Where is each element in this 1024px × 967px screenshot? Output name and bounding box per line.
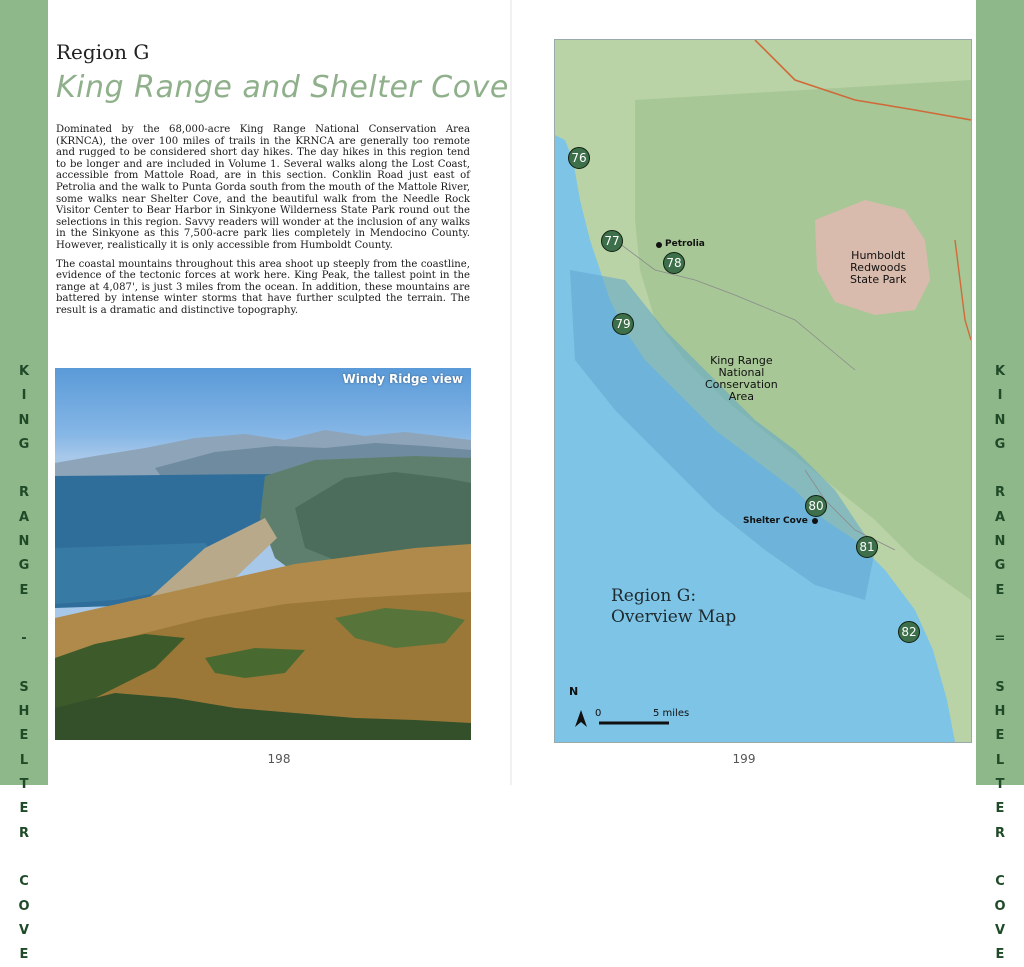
left-side-letter: S [19,679,29,695]
map-title-line2: Overview Map [611,607,737,627]
right-side-letter: L [995,752,1005,768]
map-title [611,586,736,628]
north-arrow-label: N [569,685,579,698]
left-side-letter: E [19,582,29,598]
left-side-letter: E [19,801,29,817]
left-side-band [0,0,48,963]
right-side-label [976,360,1024,967]
left-side-letter: A [18,509,30,525]
region-label: Region G [56,40,150,64]
left-side-letter: K [18,364,30,379]
left-side-label [0,360,48,967]
shelter-cove-dot [812,518,818,524]
petrolia-dot [656,242,662,248]
right-side-letter: K [994,364,1006,379]
shelter-cove-label: Shelter Cove [743,516,808,526]
right-side-letter: E [995,801,1005,817]
page-number-left: 198 [267,752,291,766]
left-side-letter: O [18,898,30,914]
right-side-letter: V [994,922,1006,938]
right-side-letter: A [994,509,1006,525]
hike-marker-81[interactable]: 81 [856,536,878,558]
hike-marker-80[interactable]: 80 [805,495,827,517]
left-side-letter: I [21,388,27,404]
overview-map [554,39,972,743]
left-side-letter: E [19,947,29,963]
left-side-letter: E [19,728,29,744]
right-side-letter: = [994,631,1006,647]
king-range-label-line1: King Range [710,354,773,367]
paragraph-1: Dominated by the 68,000-acre King Range National Conservation Area (KRNCA), the over 100 miles of trails in the KRNCA are generally too remote and rugged to be considered short day hikes. The day hikes in this region tend to be longer and are included in Volume 1. Several walks along the Lost Coast, accessible from Mattole Road, are in this section. Conklin Road just east of Petrolia and the walk to Punta Gorda south from the mouth of the Mattole River, some walks near Shelter Cove, and the beautiful walk from the Needle Rock Visitor Center to Bear Harbor in Sinkyone Wilderness State Park round out the selections in this region. Savvy readers will wonder at the inclusion of any walks in the Sinkyone as this 7,500-acre park lies completely in Mendocino County. However, realistically it is only accessible from Humboldt County. [56,124,470,251]
scale-start-label: 0 [595,708,602,719]
map-title-line1: Region G: [611,586,697,606]
right-side-letter: E [995,582,1005,598]
right-side-letter: R [994,485,1005,501]
windy-ridge-photo [55,368,471,740]
right-side-letter: G [994,558,1006,574]
right-side-letter: T [995,777,1005,793]
left-side-letter: V [18,922,30,938]
left-page [48,0,510,785]
hike-marker-77[interactable]: 77 [601,230,623,252]
humboldt-label-line3: State Park [850,273,907,286]
right-side-letter: G [994,436,1006,452]
page-title: King Range and Shelter Cove [56,70,509,105]
right-side-letter: E [995,947,1005,963]
left-side-letter: G [18,558,30,574]
left-side-letter: T [19,777,29,793]
right-side-letter: E [995,728,1005,744]
right-side-letter: I [997,388,1003,404]
humboldt-park-label [850,250,906,286]
humboldt-label-line1: Humboldt [851,249,906,262]
right-side-letter: H [994,704,1006,720]
paragraph-2: The coastal mountains throughout this area shoot up steeply from the coastline, evidence of the tectonic forces at work here. King Peak, the tallest point in the range at 4,087', is just 3 miles from the ocean. In addition, these mountains are battered by intense winter storms that have further sculpted the terrain. The result is a dramatic and distinctive topography. [56,258,470,316]
left-side-letter: L [19,752,29,768]
left-side-letter: - [21,631,27,647]
left-side-letter: N [18,534,30,550]
right-side-letter: N [994,412,1006,428]
petrolia-label: Petrolia [665,239,705,249]
king-range-label [705,355,778,403]
hike-marker-76[interactable]: 76 [568,147,590,169]
page-number-right: 199 [732,752,756,766]
right-side-band [976,0,1024,963]
left-side-letter: R [18,825,29,841]
left-side-letter: G [18,436,30,452]
hike-marker-79[interactable]: 79 [612,313,634,335]
right-side-letter: R [994,825,1005,841]
king-range-label-line3: Conservation [705,378,778,391]
landscape-illustration [55,368,471,740]
right-side-letter: N [994,534,1006,550]
body-text [56,124,470,324]
hike-marker-78[interactable]: 78 [663,252,685,274]
right-side-letter: C [995,874,1005,890]
left-side-letter: C [19,874,29,890]
photo-caption: Windy Ridge view [342,372,463,386]
king-range-label-line4: Area [728,390,755,403]
scale-end-label: 5 miles [653,708,690,719]
right-page [512,0,976,785]
humboldt-label-line2: Redwoods [850,261,907,274]
left-side-letter: N [18,412,30,428]
left-side-letter: R [18,485,29,501]
king-range-label-line2: National [718,366,765,379]
hike-marker-82[interactable]: 82 [898,621,920,643]
right-side-letter: O [994,898,1006,914]
right-side-letter: S [995,679,1005,695]
left-side-letter: H [18,704,30,720]
